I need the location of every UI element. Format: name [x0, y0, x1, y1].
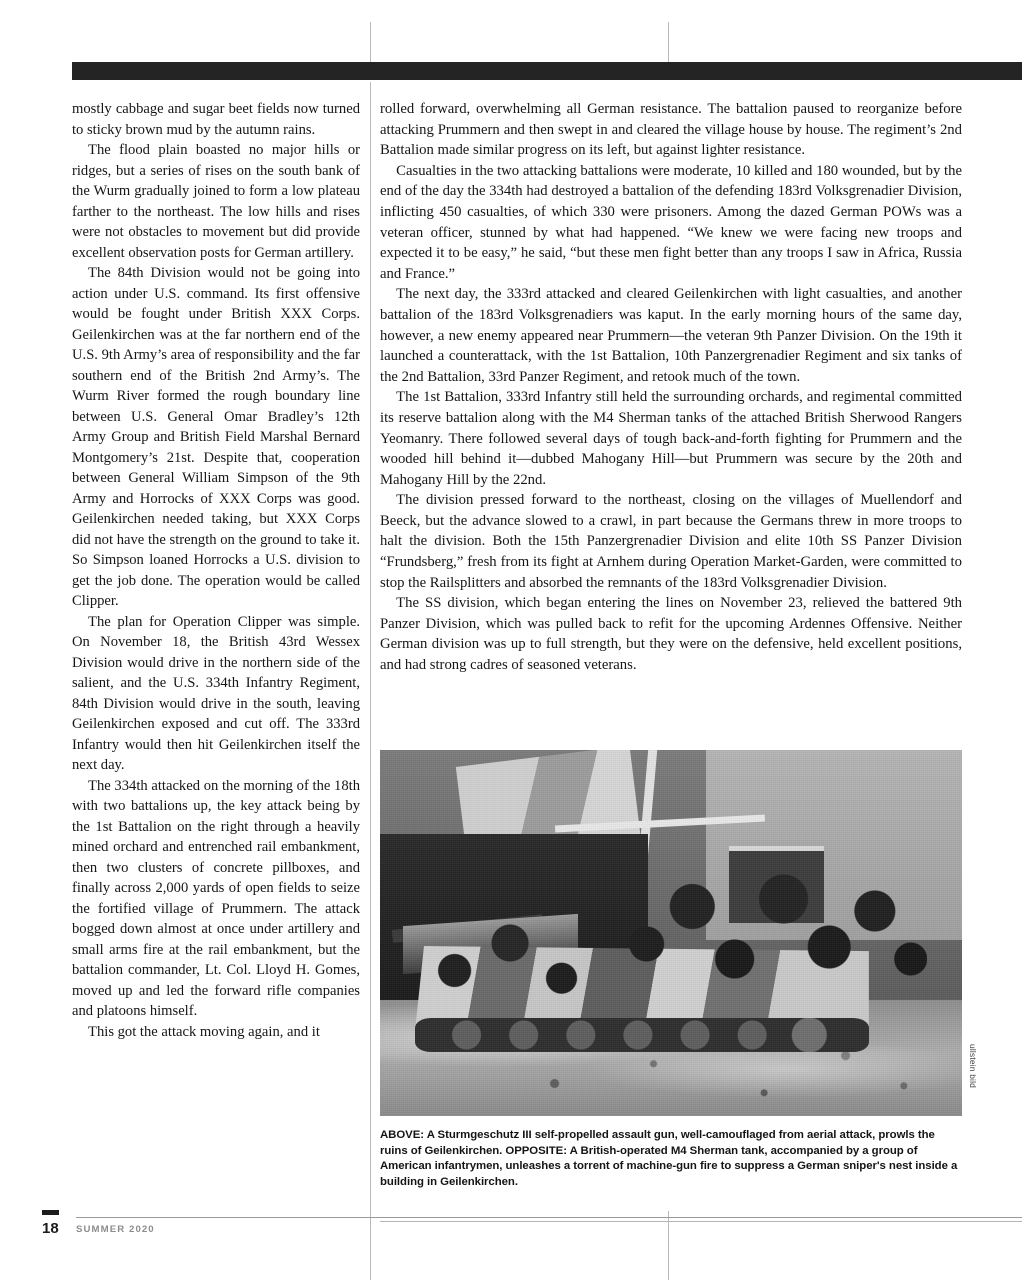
page-number: 18 — [42, 1220, 59, 1237]
photo-credit: ullstein bild — [968, 1044, 978, 1089]
photo-film-grain — [380, 750, 962, 1116]
issue-label: SUMMER 2020 — [76, 1224, 155, 1235]
paragraph: The SS division, which began entering the lines on November 23, relieved the battered 9th Panzer Division, which was pulled back to refit for the upcoming Ardennes Offensive. Neither German division was up to full strength, but they were on the defensive, held excellent positions, and had strong cadres of seasoned veterans. — [380, 595, 962, 674]
paragraph: This got the attack moving again, and it — [88, 1023, 320, 1040]
folio-dash — [42, 1210, 59, 1215]
photo-caption: ABOVE: A Sturmgeschutz III self-propelled assault gun, well-camouflaged from aerial attack, prowls the ruins of Geilenkirchen. OPPOSITE: A British-operated M4 Sherman tank, accompanied by a group of American infantrymen, unleashes a torrent of machine-gun fire to suppress a German sniper's nest inside a building in Geilenkirchen. — [380, 1129, 958, 1188]
paragraph: The 84th Division would not be going into action under U.S. command. Its first offensive would be fought under British XXX Corps. Geilenkirchen was at the far northern end of the U.S. 9th Army’s area of responsibility and the far southern end of the British 2nd Army’s. The Wurm River formed the rough boundary line between U.S. General Omar Bradley’s 12th Army Group and British Field Marshal Bernard Montgomery’s 21st. Despite that, cooperation between General William Simpson of the 9th Army and Horrocks of XXX Corps was good. Geilenkirchen needed taking, but XXX Corps did not have the strength on the ground to take it. So Simpson loaned Horrocks a U.S. division to get the job done. The operation would be called Clipper. — [72, 265, 360, 609]
photo-figure — [380, 750, 962, 1116]
column-rule-guide — [370, 22, 371, 1280]
paragraph: The plan for Operation Clipper was simple. On November 18, the British 43rd Wessex Division would drive in the northern side of the salient, and the U.S. 334th Infantry Regiment, 84th Division would drive in the south, leaving Geilenkirchen exposed and cut off. The 333rd Infantry would then hit Geilenkirchen itself the next day. — [72, 613, 360, 773]
paragraph: The 334th attacked on the morning of the 18th with two battalions up, the key attack being by the 1st Battalion on the right through a heavily mined orchard and entrenched rail embankment, then two clusters of concrete pillboxes, and finally across 2,000 yards of open fields to seize the fortified village of Prummern. The attack bogged down almost at once under artillery and small arms fire at the rail embankment, but the battalion commander, Lt. Col. Lloyd H. Gomes, moved up and led the forward rifle companies and platoons himself. — [72, 777, 360, 1019]
header-bar — [72, 62, 1022, 80]
paragraph: The division pressed forward to the northeast, closing on the villages of Muellendorf and Beeck, but the advance slowed to a crawl, in part because the Germans threw in more troops to halt the division. Both the 15th Panzergrenadier Division and elite 10th SS Panzer Division “Frundsberg,” fresh from its fight at Arnhem during Operation Market-Garden, were committed to stop the Railsplitters and absorbed the remnants of the 183rd Volksgrenadier Division. — [380, 492, 962, 591]
paragraph: mostly cabbage and sugar beet fields now turned to sticky brown mud by the autumn rains. — [72, 101, 360, 138]
paragraph: rolled forward, overwhelming all German resistance. The battalion paused to reorganize before attacking Prummern and then swept in and cleared the village house by house. The regiment’s 2nd Battalion made similar progress on its left, but against lighter resistance. — [380, 101, 962, 159]
footer-rule-secondary — [380, 1221, 1022, 1222]
footer-rule — [76, 1217, 1022, 1218]
left-text-column — [72, 99, 360, 1042]
paragraph: The flood plain boasted no major hills or ridges, but a series of rises on the south bank of the Wurm gradually joined to form a low plateau farther to the northeast. The low hills and rises were not obstacles to movement but did provide excellent observation posts for German artillery. — [72, 142, 360, 261]
header-bar-hairline — [72, 80, 1022, 82]
paragraph: Casualties in the two attacking battalions were moderate, 10 killed and 180 wounded, but by the end of the day the 334th had destroyed a battalion of the defending 183rd Volksgrenadier Division, inflicting 450 casualties, of which 330 were prisoners. Among the dazed German POWs was a veteran officer, stunned by what had happened. “We knew we were facing new troops and expected it to be easy,” he said, “but these men fight better than any troops I saw in Africa, Russia and France.” — [380, 162, 962, 282]
paragraph: The 1st Battalion, 333rd Infantry still held the surrounding orchards, and regimental committed its reserve battalion along with the M4 Sherman tanks of the attached British Sherwood Rangers Yeomanry. There followed several days of tough back-and-forth fighting for Prummern and the wooded hill behind it—dubbed Mahogany Hill—but Prummern was secure by the 20th and Mahogany Hill by the 22nd. — [380, 389, 962, 488]
paragraph: The next day, the 333rd attacked and cleared Geilenkirchen with light casualties, and another battalion of the 183rd Volksgrenadiers was kaput. In the early morning hours of the same day, however, a new enemy appeared near Prummern—the veteran 9th Panzer Division. On the 19th it launched a counterattack, with the 1st Battalion, 10th Panzergrenadier Regiment and six tanks of the 2nd Battalion, 33rd Panzer Regiment, and retook much of the town. — [380, 286, 962, 385]
right-text-column — [380, 99, 962, 676]
stug-iii-photograph — [380, 750, 962, 1116]
